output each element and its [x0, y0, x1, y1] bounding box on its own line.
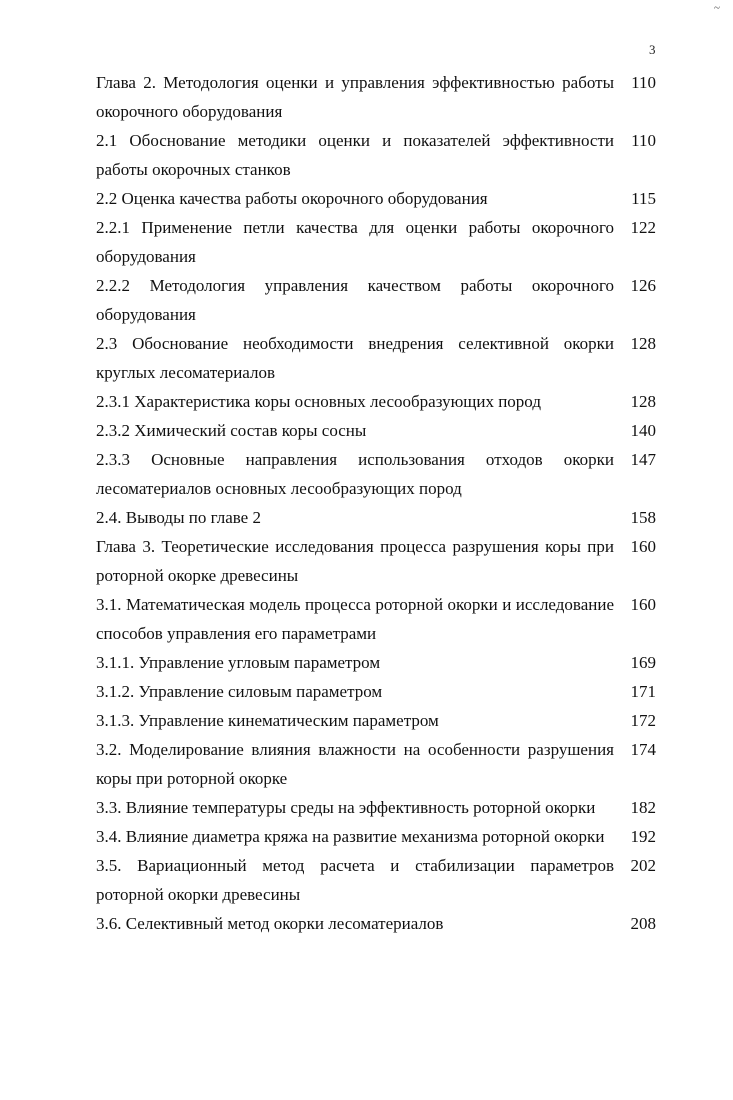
toc-entry	[96, 416, 656, 445]
toc-entry-title: 3.1.1. Управление угловым параметром	[96, 653, 381, 672]
toc-entry-title: 2.2.1 Применение петли качества для оценки работы окорочного оборудования	[96, 218, 614, 266]
toc-entry-page: 115	[631, 189, 656, 208]
toc-entry-page: 192	[630, 827, 656, 846]
toc-entry-page: 208	[630, 914, 656, 933]
toc-entry	[96, 532, 656, 590]
toc-entry-page: 110	[631, 73, 656, 92]
toc-entry-title: 3.4. Влияние диаметра кряжа на развитие механизма роторной окорки	[96, 827, 605, 846]
toc-entry-title: 2.3.2 Химический состав коры сосны	[96, 421, 367, 440]
toc-entry	[96, 213, 656, 271]
toc-entry-page: 126	[630, 276, 656, 295]
toc-entry	[96, 909, 656, 938]
toc-entry	[96, 793, 656, 822]
toc-entry	[96, 387, 656, 416]
toc-entry-title: 2.1 Обоснование методики оценки и показателей эффективности работы окорочных станков	[96, 131, 614, 179]
toc-entry-page: 172	[630, 711, 656, 730]
toc-entry-page: 171	[630, 682, 656, 701]
toc-entry-page: 158	[630, 508, 656, 527]
toc-entry	[96, 329, 656, 387]
toc-entry-title: 3.3. Влияние температуры среды на эффективность роторной окорки	[96, 798, 596, 817]
toc-entry	[96, 445, 656, 503]
page-number: 3	[649, 42, 656, 57]
toc-entry	[96, 184, 656, 213]
toc-entry-title: 3.2. Моделирование влияния влажности на особенности разрушения коры при роторной окорке	[96, 740, 614, 788]
toc-entry-title: 3.1.2. Управление силовым параметром	[96, 682, 383, 701]
toc-entry-title: 2.2 Оценка качества работы окорочного оборудования	[96, 189, 488, 208]
toc-entry-title: 2.3.1 Характеристика коры основных лесообразующих пород	[96, 392, 541, 411]
toc-entry-page: 110	[631, 131, 656, 150]
toc-entry-page: 169	[630, 653, 656, 672]
toc-entry-page: 128	[630, 392, 656, 411]
toc-entry-title: 2.4. Выводы по главе 2	[96, 508, 261, 527]
toc-entry-page: 147	[630, 450, 656, 469]
toc-entry	[96, 68, 656, 126]
toc-entry-title: 3.1.3. Управление кинематическим параметром	[96, 711, 439, 730]
toc-entry-title: Глава 3. Теоретические исследования процесса разрушения коры при роторной окорке древесины	[96, 537, 614, 585]
toc-entry-title: 2.2.2 Методология управления качеством работы окорочного оборудования	[96, 276, 614, 324]
toc-entry	[96, 503, 656, 532]
toc-entry-page: 160	[630, 537, 656, 556]
toc-entry-page: 182	[630, 798, 656, 817]
toc-entry	[96, 126, 656, 184]
toc-entry	[96, 648, 656, 677]
toc-entry-page: 160	[630, 595, 656, 614]
toc-entry-title: 3.1. Математическая модель процесса роторной окорки и исследование способов управления его параметрами	[96, 595, 614, 643]
toc-entry-page: 140	[630, 421, 656, 440]
toc-entry-page: 202	[630, 856, 656, 875]
toc-entry-title: 3.5. Вариационный метод расчета и стабилизации параметров роторной окорки древесины	[96, 856, 614, 904]
toc-entry	[96, 735, 656, 793]
toc-entry-title: 3.6. Селективный метод окорки лесоматериалов	[96, 914, 444, 933]
toc-entry	[96, 822, 656, 851]
toc-entry	[96, 271, 656, 329]
toc-entry-page: 122	[630, 218, 656, 237]
toc-entry	[96, 706, 656, 735]
toc-entry	[96, 851, 656, 909]
toc-entry-page: 174	[630, 740, 656, 759]
toc-entry	[96, 677, 656, 706]
toc-entry-title: 2.3.3 Основные направления использования отходов окорки лесоматериалов основных лесообразующих пород	[96, 450, 614, 498]
toc-entry	[96, 590, 656, 648]
toc-entry-page: 128	[630, 334, 656, 353]
corner-mark: ~	[714, 2, 720, 14]
toc-entry-title: Глава 2. Методология оценки и управления эффективностью работы окорочного оборудования	[96, 73, 614, 121]
table-of-contents	[96, 68, 656, 938]
toc-entry-title: 2.3 Обоснование необходимости внедрения селективной окорки круглых лесоматериалов	[96, 334, 614, 382]
